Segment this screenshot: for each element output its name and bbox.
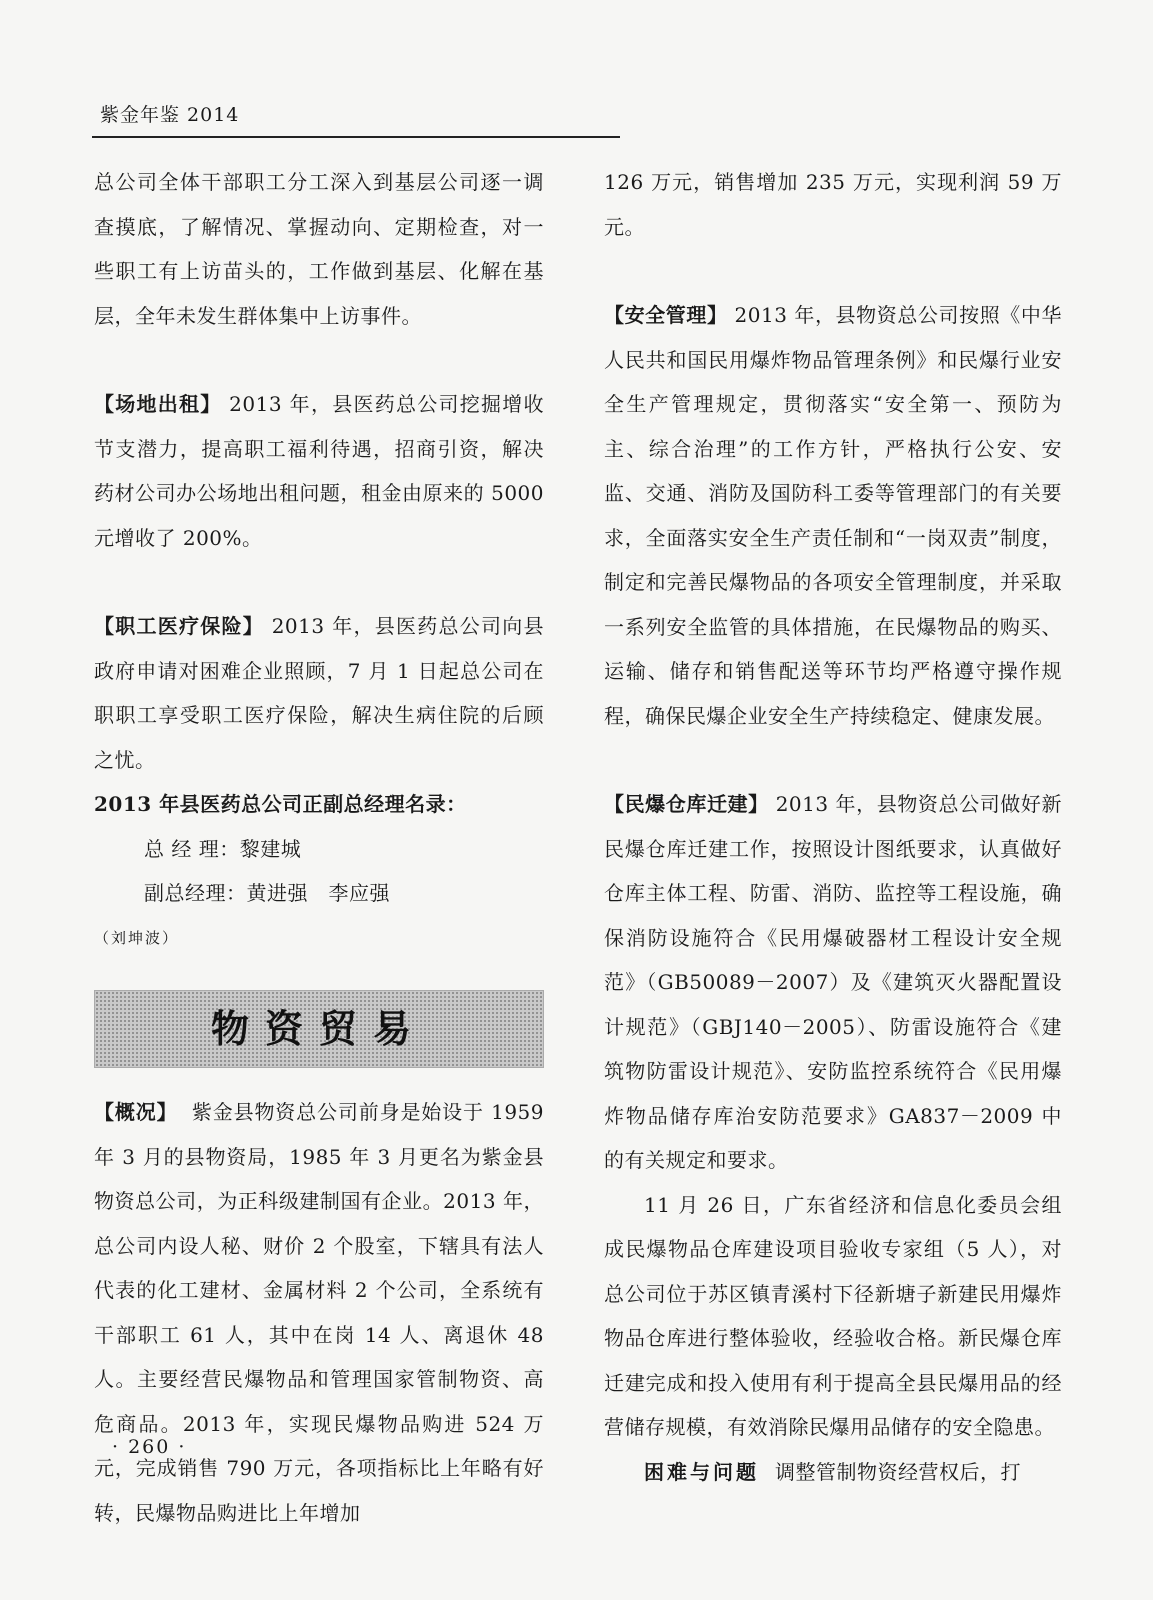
right-column: [604, 160, 1062, 1494]
relocation-tag: 【民爆仓库迁建】: [604, 792, 769, 816]
continuation-paragraph: 126 万元，销售增加 235 万元，实现利润 59 万元。: [604, 170, 1062, 239]
difficulty-text: 调整管制物资经营权后，打: [775, 1459, 1021, 1484]
site-rental-tag: 【场地出租】: [94, 392, 222, 416]
difficulty-label: 困难与问题: [644, 1459, 759, 1484]
overview-tag: 【概况】: [94, 1100, 178, 1124]
roster-title: 2013 年县医药总公司正副总经理名录：: [94, 792, 467, 816]
medical-insurance-tag: 【职工医疗保险】: [94, 614, 265, 638]
running-header: 紫金年鉴 2014: [100, 104, 240, 126]
safety-tag: 【安全管理】: [604, 303, 728, 327]
medical-insurance-paragraph: [94, 604, 544, 782]
safety-text: 2013 年，县物资总公司按照《中华人民共和国民用爆炸物品管理条例》和民爆行业安全生产管理规定，贯彻落实“安全第一、预防为主、综合治理”的工作方针，严格执行公安、安监、交通、消防及国防科工委等管理部门的有关要求，全面落实安全生产责任制和“一岗双责”制度，制定和完善民爆物品的各项安全管理制度，并采取一系列安全监管的具体措施，在民爆物品的购买、运输、储存和销售配送等环节均严格遵守操作规程，确保民爆企业安全生产持续稳定、健康发展。: [604, 303, 1062, 728]
page-number: · 260 ·: [112, 1436, 187, 1458]
roster-general-manager: 总 经 理：黎建城: [144, 836, 302, 861]
left-column: [94, 160, 544, 1535]
section-title: 物资贸易: [210, 1006, 427, 1051]
site-rental-text: 2013 年，县医药总公司挖掘增收节支潜力，提高职工福利待遇，招商引资，解决药材公司办公场地出租问题，租金由原来的 5000 元增收了 200%。: [94, 392, 545, 550]
header-rule: [92, 136, 620, 138]
difficulty-paragraph: [604, 1450, 1062, 1495]
medical-insurance-text: 2013 年，县医药总公司向县政府申请对困难企业照顾，7 月 1 日起总公司在职职工享受职工医疗保险，解决生病住院的后顾之忧。: [94, 614, 545, 772]
relocation-text: 2013 年，县物资总公司做好新民爆仓库迁建工作，按照设计图纸要求，认真做好仓库主体工程、防雷、消防、监控等工程设施，确保消防设施符合《民用爆破器材工程设计安全规范》（GB50089－2007）及《建筑灭火器配置设计规范》（GBJ140－2005）、防雷设施符合《建筑物防雷设计规范》、安防监控系统符合《民用爆炸物品储存库治安防范要求》GA837－2009 中的有关规定和要求。: [604, 792, 1062, 1172]
safety-paragraph: [604, 293, 1062, 738]
roster-deputy-managers: 副总经理：黄进强 李应强: [144, 881, 390, 905]
overview-paragraph: [94, 1090, 544, 1535]
overview-text: 紫金县物资总公司前身是始设于 1959 年 3 月的县物资局，1985 年 3 月更名为紫金县物资总公司，为正科级建制国有企业。2013 年，总公司内设人秘、财价 2 个股室，下辖具有法人代表的化工建材、金属材料 2 个公司，全系统有干部职工 61 人，其中在岗 14 人、离退休 48 人。主要经营民爆物品和管理国家管制物资、高危商品。2013 年，实现民爆物品购进 524 万元，完成销售 790 万元，各项指标比上年略有好转，民爆物品购进比上年增加: [94, 1100, 544, 1525]
site-rental-paragraph: [94, 382, 544, 560]
author-credit: （刘坤波）: [94, 928, 180, 947]
intro-paragraph: 总公司全体干部职工分工深入到基层公司逐一调查摸底，了解情况、掌握动向、定期检查，对一些职工有上访苗头的，工作做到基层、化解在基层，全年未发生群体集中上访事件。: [94, 170, 544, 328]
acceptance-paragraph: 11 月 26 日，广东省经济和信息化委员会组成民爆物品仓库建设项目验收专家组（5 人），对总公司位于苏区镇青溪村下径新塘子新建民用爆炸物品仓库进行整体验收，经验收合格。新民爆仓库迁建完成和投入使用有利于提高全县民爆用品的经营储存规模，有效消除民爆用品储存的安全隐患。: [604, 1192, 1062, 1439]
relocation-paragraph: [604, 782, 1062, 1183]
section-banner: [94, 990, 544, 1068]
